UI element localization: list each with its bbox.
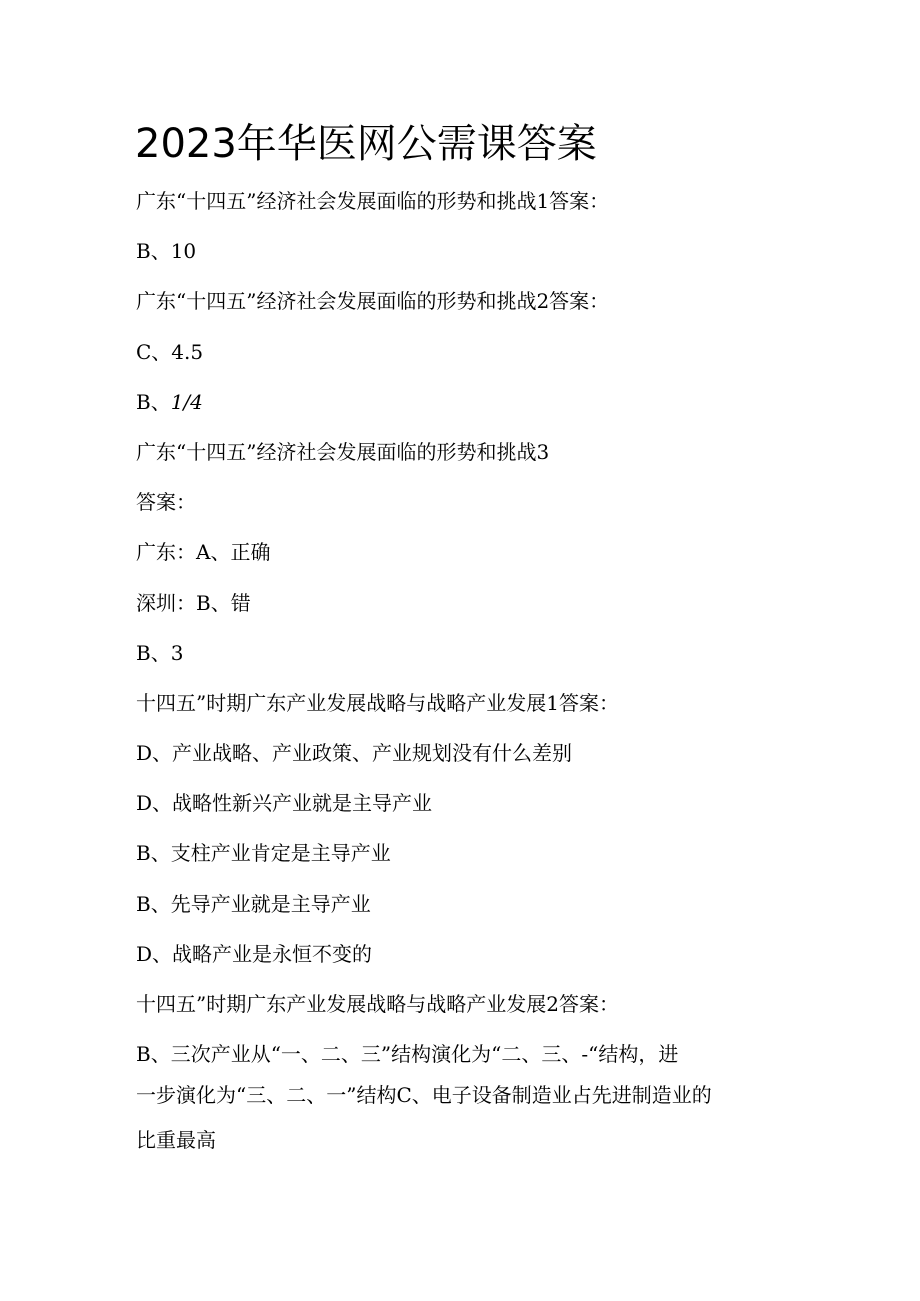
- answer-line: 比重最高: [136, 1128, 216, 1153]
- answer-line: D、产业战略、产业政策、产业规划没有什么差别: [136, 741, 573, 766]
- answer-line: [136, 379, 796, 429]
- section-heading-1: 广东“十四五”经济社会发展面临的形势和挑战1答案：: [136, 189, 610, 213]
- section-heading-4: 十四五”时期广东产业发展战略与战略产业发展1答案：: [136, 690, 619, 715]
- answer-line: D、战略性新兴产业就是主导产业: [136, 791, 433, 816]
- answer-lines: [136, 178, 796, 1167]
- document-title: 2023年华医网公需课答案: [135, 121, 597, 167]
- section-heading-5: 十四五”时期广东产业发展战略与战略产业发展2答案：: [136, 992, 619, 1016]
- answer-fraction: 1/4: [170, 389, 203, 414]
- answer-line: B、三次产业从“一、二、三”结构演化为“二、三、-“结构，进: [136, 1042, 679, 1067]
- answer-label: 答案：: [136, 490, 196, 515]
- answer-line: B、3: [136, 640, 184, 665]
- answer-line: B、支柱产业肯定是主导产业: [136, 841, 391, 866]
- answer-line: 广东：A、正确: [136, 540, 271, 565]
- answer-line: 一步演化为“三、二、一”结构C、电子设备制造业占先进制造业的: [136, 1083, 712, 1108]
- section-heading-2: 广东“十四五”经济社会发展面临的形势和挑战2答案：: [136, 289, 610, 314]
- answer-line: D、战略产业是永恒不变的: [136, 941, 373, 966]
- section-heading-3: 广东“十四五”经济社会发展面临的形势和挑战3: [136, 439, 550, 464]
- answer-line: B、10: [136, 239, 197, 264]
- answer-line: C、4.5: [136, 339, 204, 364]
- answer-line: 深圳：B、错: [136, 590, 251, 615]
- answer-line: B、先导产业就是主导产业: [136, 891, 371, 916]
- answer-prefix: B、: [136, 389, 171, 414]
